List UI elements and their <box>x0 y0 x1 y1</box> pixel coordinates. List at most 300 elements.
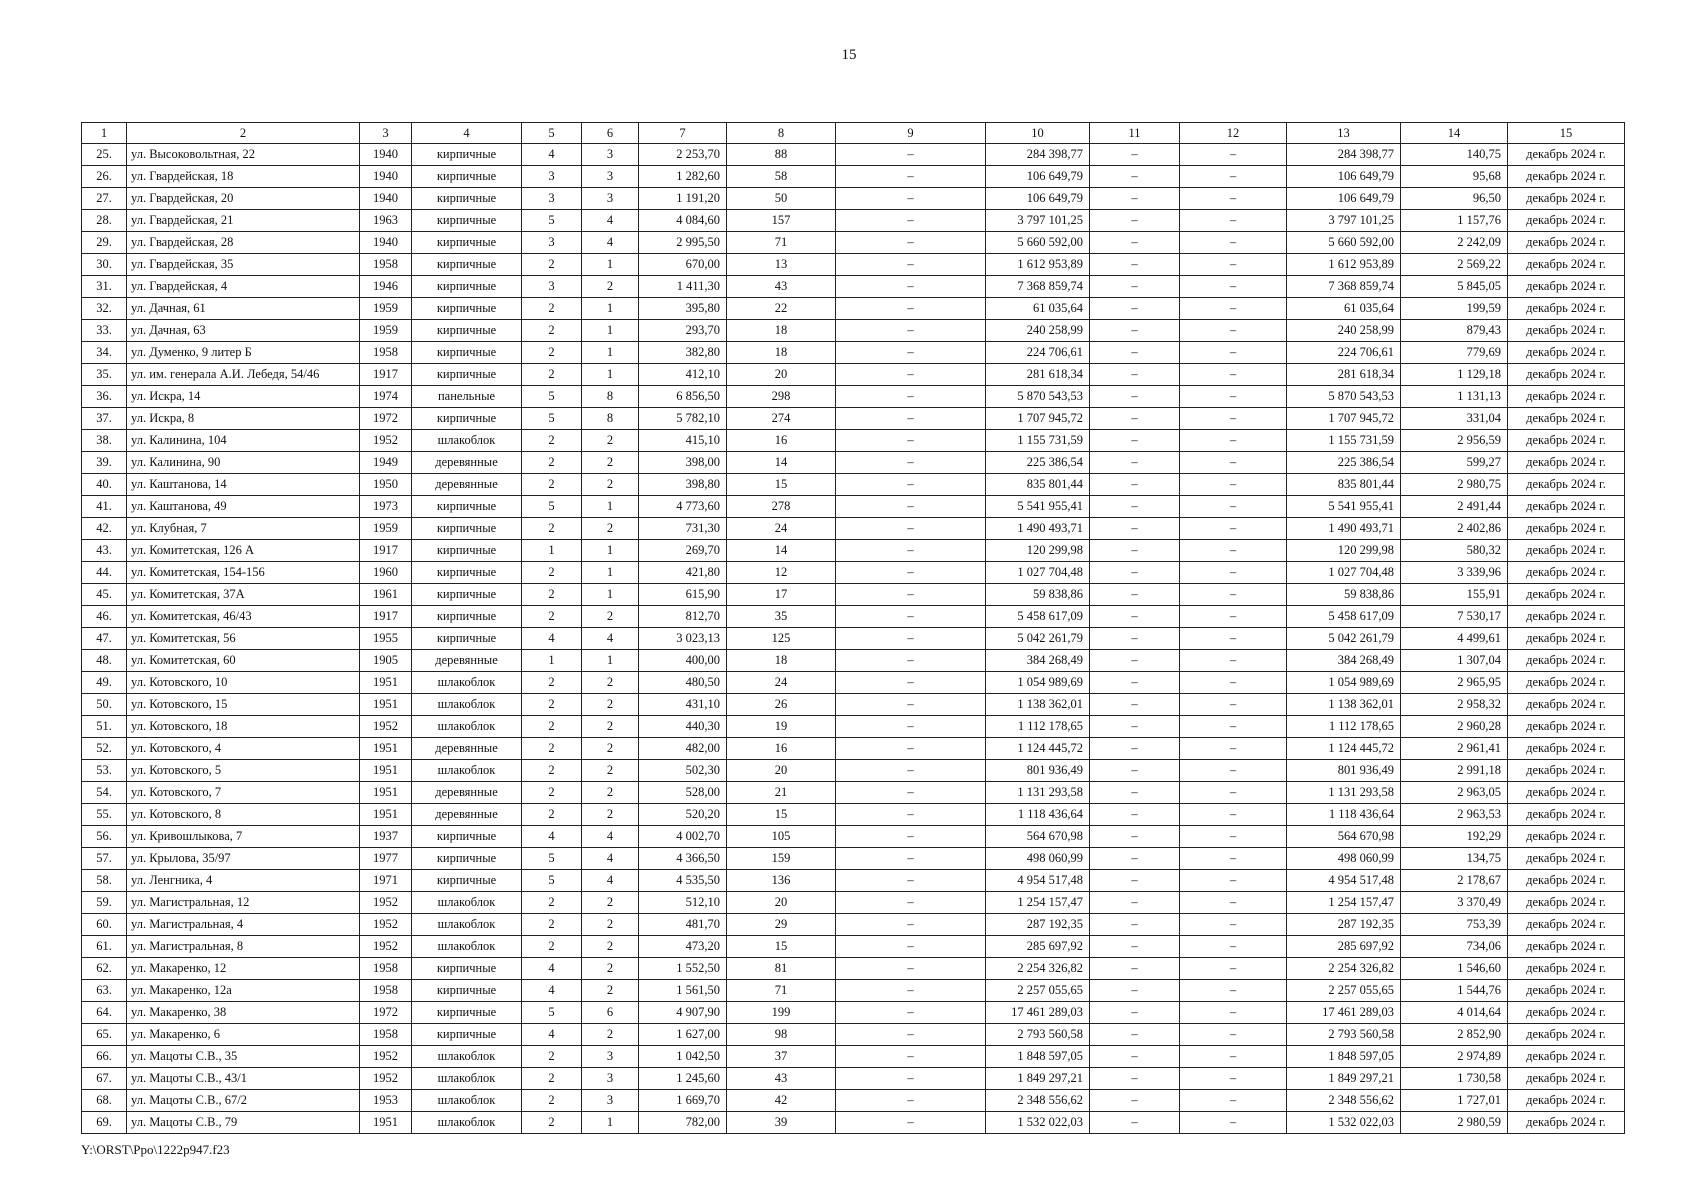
col-12-cell: – <box>1180 738 1287 760</box>
year-built-cell: 1960 <box>360 562 412 584</box>
address-cell: ул. Дачная, 63 <box>127 320 360 342</box>
cost-cell: 4 954 517,48 <box>986 870 1090 892</box>
year-built-cell: 1963 <box>360 210 412 232</box>
col-12-cell: – <box>1180 980 1287 1002</box>
table-row <box>82 1068 1625 1090</box>
year-built-cell: 1952 <box>360 716 412 738</box>
col-12-cell: – <box>1180 496 1287 518</box>
year-built-cell: 1937 <box>360 826 412 848</box>
area-cell: 4 002,70 <box>639 826 727 848</box>
residents-cell: 14 <box>727 540 836 562</box>
area-cell: 473,20 <box>639 936 727 958</box>
col-9-cell: – <box>836 452 986 474</box>
address-cell: ул. Мацоты С.В., 67/2 <box>127 1090 360 1112</box>
col-12-cell: – <box>1180 1068 1287 1090</box>
residents-cell: 71 <box>727 980 836 1002</box>
table-row <box>82 364 1625 386</box>
area-cell: 480,50 <box>639 672 727 694</box>
table-row <box>82 144 1625 166</box>
address-cell: ул. Калинина, 90 <box>127 452 360 474</box>
col-12-cell: – <box>1180 210 1287 232</box>
cost-cell: 2 254 326,82 <box>986 958 1090 980</box>
column-number-header: 4 <box>412 123 522 144</box>
area-cell: 520,20 <box>639 804 727 826</box>
row-number-cell: 49. <box>82 672 127 694</box>
col-12-cell: – <box>1180 276 1287 298</box>
floors-cell: 2 <box>522 562 582 584</box>
cost-per-unit-cell: 4 014,64 <box>1401 1002 1508 1024</box>
area-cell: 670,00 <box>639 254 727 276</box>
table-row <box>82 672 1625 694</box>
total-cost-cell: 224 706,61 <box>1287 342 1401 364</box>
address-cell: ул. Макаренко, 12а <box>127 980 360 1002</box>
col-9-cell: – <box>836 1090 986 1112</box>
cost-cell: 240 258,99 <box>986 320 1090 342</box>
year-built-cell: 1977 <box>360 848 412 870</box>
year-built-cell: 1961 <box>360 584 412 606</box>
floors-cell: 2 <box>522 892 582 914</box>
address-cell: ул. Гвардейская, 28 <box>127 232 360 254</box>
col-11-cell: – <box>1090 386 1180 408</box>
cost-per-unit-cell: 4 499,61 <box>1401 628 1508 650</box>
deadline-cell: декабрь 2024 г. <box>1508 1090 1625 1112</box>
residents-cell: 18 <box>727 342 836 364</box>
entrances-cell: 8 <box>582 408 639 430</box>
table-row <box>82 826 1625 848</box>
cost-cell: 1 490 493,71 <box>986 518 1090 540</box>
cost-cell: 1 124 445,72 <box>986 738 1090 760</box>
area-cell: 431,10 <box>639 694 727 716</box>
deadline-cell: декабрь 2024 г. <box>1508 672 1625 694</box>
cost-cell: 1 112 178,65 <box>986 716 1090 738</box>
floors-cell: 1 <box>522 540 582 562</box>
col-9-cell: – <box>836 342 986 364</box>
year-built-cell: 1952 <box>360 936 412 958</box>
cost-cell: 7 368 859,74 <box>986 276 1090 298</box>
col-12-cell: – <box>1180 1090 1287 1112</box>
table-row <box>82 1046 1625 1068</box>
cost-per-unit-cell: 155,91 <box>1401 584 1508 606</box>
entrances-cell: 6 <box>582 1002 639 1024</box>
year-built-cell: 1951 <box>360 672 412 694</box>
col-11-cell: – <box>1090 914 1180 936</box>
cost-cell: 1 848 597,05 <box>986 1046 1090 1068</box>
cost-per-unit-cell: 1 307,04 <box>1401 650 1508 672</box>
cost-cell: 498 060,99 <box>986 848 1090 870</box>
deadline-cell: декабрь 2024 г. <box>1508 980 1625 1002</box>
cost-per-unit-cell: 2 980,75 <box>1401 474 1508 496</box>
entrances-cell: 4 <box>582 870 639 892</box>
year-built-cell: 1972 <box>360 408 412 430</box>
deadline-cell: декабрь 2024 г. <box>1508 606 1625 628</box>
total-cost-cell: 1 848 597,05 <box>1287 1046 1401 1068</box>
floors-cell: 4 <box>522 628 582 650</box>
table-row <box>82 804 1625 826</box>
address-cell: ул. Комитетская, 154-156 <box>127 562 360 584</box>
table-row <box>82 1024 1625 1046</box>
deadline-cell: декабрь 2024 г. <box>1508 166 1625 188</box>
cost-per-unit-cell: 2 852,90 <box>1401 1024 1508 1046</box>
residents-cell: 136 <box>727 870 836 892</box>
table-row <box>82 936 1625 958</box>
address-cell: ул. Макаренко, 6 <box>127 1024 360 1046</box>
area-cell: 3 023,13 <box>639 628 727 650</box>
row-number-cell: 35. <box>82 364 127 386</box>
entrances-cell: 2 <box>582 980 639 1002</box>
cost-cell: 106 649,79 <box>986 166 1090 188</box>
table-row <box>82 628 1625 650</box>
row-number-cell: 28. <box>82 210 127 232</box>
floors-cell: 4 <box>522 1024 582 1046</box>
entrances-cell: 2 <box>582 1024 639 1046</box>
cost-cell: 5 458 617,09 <box>986 606 1090 628</box>
cost-cell: 1 027 704,48 <box>986 562 1090 584</box>
residents-cell: 125 <box>727 628 836 650</box>
cost-per-unit-cell: 580,32 <box>1401 540 1508 562</box>
area-cell: 5 782,10 <box>639 408 727 430</box>
cost-per-unit-cell: 5 845,05 <box>1401 276 1508 298</box>
address-cell: ул. Котовского, 18 <box>127 716 360 738</box>
column-number-header: 10 <box>986 123 1090 144</box>
address-cell: ул. Комитетская, 56 <box>127 628 360 650</box>
col-12-cell: – <box>1180 430 1287 452</box>
deadline-cell: декабрь 2024 г. <box>1508 276 1625 298</box>
deadline-cell: декабрь 2024 г. <box>1508 232 1625 254</box>
cost-cell: 801 936,49 <box>986 760 1090 782</box>
area-cell: 512,10 <box>639 892 727 914</box>
address-cell: ул. Мацоты С.В., 43/1 <box>127 1068 360 1090</box>
address-cell: ул. Комитетская, 37А <box>127 584 360 606</box>
residents-cell: 43 <box>727 1068 836 1090</box>
year-built-cell: 1946 <box>360 276 412 298</box>
row-number-cell: 59. <box>82 892 127 914</box>
deadline-cell: декабрь 2024 г. <box>1508 386 1625 408</box>
residents-cell: 157 <box>727 210 836 232</box>
cost-per-unit-cell: 2 956,59 <box>1401 430 1508 452</box>
deadline-cell: декабрь 2024 г. <box>1508 320 1625 342</box>
deadline-cell: декабрь 2024 г. <box>1508 452 1625 474</box>
floors-cell: 2 <box>522 518 582 540</box>
col-12-cell: – <box>1180 848 1287 870</box>
col-9-cell: – <box>836 914 986 936</box>
column-number-header: 1 <box>82 123 127 144</box>
footer-file-path: Y:\ORST\Ppo\1222p947.f23 <box>81 1142 230 1157</box>
col-9-cell: – <box>836 958 986 980</box>
floors-cell: 3 <box>522 188 582 210</box>
residents-cell: 15 <box>727 936 836 958</box>
entrances-cell: 2 <box>582 936 639 958</box>
area-cell: 482,00 <box>639 738 727 760</box>
entrances-cell: 2 <box>582 804 639 826</box>
address-cell: ул. Искра, 8 <box>127 408 360 430</box>
total-cost-cell: 284 398,77 <box>1287 144 1401 166</box>
col-12-cell: – <box>1180 892 1287 914</box>
cost-cell: 61 035,64 <box>986 298 1090 320</box>
cost-cell: 2 257 055,65 <box>986 980 1090 1002</box>
deadline-cell: декабрь 2024 г. <box>1508 298 1625 320</box>
wall-material-cell: шлакоблок <box>412 1090 522 1112</box>
address-cell: ул. Котовского, 4 <box>127 738 360 760</box>
area-cell: 1 552,50 <box>639 958 727 980</box>
area-cell: 731,30 <box>639 518 727 540</box>
cost-cell: 106 649,79 <box>986 188 1090 210</box>
total-cost-cell: 106 649,79 <box>1287 188 1401 210</box>
wall-material-cell: деревянные <box>412 650 522 672</box>
col-9-cell: – <box>836 782 986 804</box>
col-11-cell: – <box>1090 936 1180 958</box>
address-cell: ул. Комитетская, 46/43 <box>127 606 360 628</box>
entrances-cell: 8 <box>582 386 639 408</box>
deadline-cell: декабрь 2024 г. <box>1508 496 1625 518</box>
area-cell: 293,70 <box>639 320 727 342</box>
wall-material-cell: кирпичные <box>412 980 522 1002</box>
total-cost-cell: 5 660 592,00 <box>1287 232 1401 254</box>
col-12-cell: – <box>1180 144 1287 166</box>
floors-cell: 3 <box>522 232 582 254</box>
address-cell: ул. Котовского, 15 <box>127 694 360 716</box>
entrances-cell: 1 <box>582 342 639 364</box>
col-11-cell: – <box>1090 452 1180 474</box>
area-cell: 6 856,50 <box>639 386 727 408</box>
year-built-cell: 1951 <box>360 1112 412 1134</box>
wall-material-cell: шлакоблок <box>412 760 522 782</box>
table-row <box>82 958 1625 980</box>
entrances-cell: 3 <box>582 1090 639 1112</box>
deadline-cell: декабрь 2024 г. <box>1508 848 1625 870</box>
wall-material-cell: кирпичные <box>412 276 522 298</box>
row-number-cell: 40. <box>82 474 127 496</box>
total-cost-cell: 1 707 945,72 <box>1287 408 1401 430</box>
deadline-cell: декабрь 2024 г. <box>1508 892 1625 914</box>
col-12-cell: – <box>1180 584 1287 606</box>
table-row <box>82 1002 1625 1024</box>
col-12-cell: – <box>1180 804 1287 826</box>
col-9-cell: – <box>836 276 986 298</box>
cost-cell: 564 670,98 <box>986 826 1090 848</box>
row-number-cell: 47. <box>82 628 127 650</box>
residents-cell: 50 <box>727 188 836 210</box>
table-row <box>82 694 1625 716</box>
col-9-cell: – <box>836 254 986 276</box>
year-built-cell: 1958 <box>360 342 412 364</box>
entrances-cell: 2 <box>582 276 639 298</box>
floors-cell: 5 <box>522 870 582 892</box>
wall-material-cell: шлакоблок <box>412 936 522 958</box>
col-12-cell: – <box>1180 364 1287 386</box>
row-number-cell: 60. <box>82 914 127 936</box>
cost-cell: 2 348 556,62 <box>986 1090 1090 1112</box>
address-cell: ул. Думенко, 9 литер Б <box>127 342 360 364</box>
column-number-header: 2 <box>127 123 360 144</box>
row-number-cell: 37. <box>82 408 127 430</box>
cost-cell: 2 793 560,58 <box>986 1024 1090 1046</box>
entrances-cell: 4 <box>582 826 639 848</box>
row-number-cell: 67. <box>82 1068 127 1090</box>
deadline-cell: декабрь 2024 г. <box>1508 650 1625 672</box>
wall-material-cell: кирпичные <box>412 848 522 870</box>
row-number-cell: 50. <box>82 694 127 716</box>
deadline-cell: декабрь 2024 г. <box>1508 584 1625 606</box>
address-cell: ул. Магистральная, 8 <box>127 936 360 958</box>
col-12-cell: – <box>1180 672 1287 694</box>
year-built-cell: 1949 <box>360 452 412 474</box>
entrances-cell: 1 <box>582 540 639 562</box>
cost-cell: 1 131 293,58 <box>986 782 1090 804</box>
column-number-row <box>82 123 1625 144</box>
total-cost-cell: 2 254 326,82 <box>1287 958 1401 980</box>
cost-per-unit-cell: 1 544,76 <box>1401 980 1508 1002</box>
area-cell: 1 411,30 <box>639 276 727 298</box>
total-cost-cell: 1 118 436,64 <box>1287 804 1401 826</box>
row-number-cell: 44. <box>82 562 127 584</box>
table-row <box>82 386 1625 408</box>
floors-cell: 2 <box>522 254 582 276</box>
cost-cell: 384 268,49 <box>986 650 1090 672</box>
total-cost-cell: 1 054 989,69 <box>1287 672 1401 694</box>
year-built-cell: 1955 <box>360 628 412 650</box>
col-11-cell: – <box>1090 958 1180 980</box>
year-built-cell: 1917 <box>360 540 412 562</box>
total-cost-cell: 287 192,35 <box>1287 914 1401 936</box>
wall-material-cell: кирпичные <box>412 232 522 254</box>
year-built-cell: 1952 <box>360 1046 412 1068</box>
area-cell: 269,70 <box>639 540 727 562</box>
deadline-cell: декабрь 2024 г. <box>1508 826 1625 848</box>
col-12-cell: – <box>1180 914 1287 936</box>
cost-per-unit-cell: 2 963,05 <box>1401 782 1508 804</box>
cost-cell: 1 054 989,69 <box>986 672 1090 694</box>
entrances-cell: 1 <box>582 364 639 386</box>
floors-cell: 4 <box>522 958 582 980</box>
row-number-cell: 25. <box>82 144 127 166</box>
col-11-cell: – <box>1090 1112 1180 1134</box>
deadline-cell: декабрь 2024 г. <box>1508 738 1625 760</box>
total-cost-cell: 2 257 055,65 <box>1287 980 1401 1002</box>
year-built-cell: 1953 <box>360 1090 412 1112</box>
table-row <box>82 650 1625 672</box>
row-number-cell: 39. <box>82 452 127 474</box>
floors-cell: 2 <box>522 1090 582 1112</box>
floors-cell: 5 <box>522 210 582 232</box>
col-11-cell: – <box>1090 518 1180 540</box>
table-row <box>82 320 1625 342</box>
col-12-cell: – <box>1180 936 1287 958</box>
row-number-cell: 42. <box>82 518 127 540</box>
col-11-cell: – <box>1090 1024 1180 1046</box>
total-cost-cell: 61 035,64 <box>1287 298 1401 320</box>
col-12-cell: – <box>1180 1112 1287 1134</box>
table-row <box>82 760 1625 782</box>
entrances-cell: 3 <box>582 144 639 166</box>
cost-per-unit-cell: 2 980,59 <box>1401 1112 1508 1134</box>
col-11-cell: – <box>1090 562 1180 584</box>
address-cell: ул. Ленгника, 4 <box>127 870 360 892</box>
col-9-cell: – <box>836 298 986 320</box>
col-12-cell: – <box>1180 958 1287 980</box>
wall-material-cell: шлакоблок <box>412 672 522 694</box>
total-cost-cell: 835 801,44 <box>1287 474 1401 496</box>
table-row <box>82 408 1625 430</box>
residents-cell: 98 <box>727 1024 836 1046</box>
total-cost-cell: 1 490 493,71 <box>1287 518 1401 540</box>
area-cell: 1 282,60 <box>639 166 727 188</box>
row-number-cell: 43. <box>82 540 127 562</box>
floors-cell: 2 <box>522 936 582 958</box>
col-9-cell: – <box>836 892 986 914</box>
cost-cell: 59 838,86 <box>986 584 1090 606</box>
address-cell: ул. Гвардейская, 4 <box>127 276 360 298</box>
entrances-cell: 2 <box>582 694 639 716</box>
col-11-cell: – <box>1090 782 1180 804</box>
cost-cell: 287 192,35 <box>986 914 1090 936</box>
row-number-cell: 36. <box>82 386 127 408</box>
entrances-cell: 2 <box>582 892 639 914</box>
row-number-cell: 31. <box>82 276 127 298</box>
col-9-cell: – <box>836 980 986 1002</box>
floors-cell: 3 <box>522 276 582 298</box>
total-cost-cell: 384 268,49 <box>1287 650 1401 672</box>
floors-cell: 2 <box>522 804 582 826</box>
table-row <box>82 430 1625 452</box>
entrances-cell: 4 <box>582 628 639 650</box>
deadline-cell: декабрь 2024 г. <box>1508 870 1625 892</box>
residents-cell: 18 <box>727 320 836 342</box>
column-number-header: 7 <box>639 123 727 144</box>
address-cell: ул. Каштанова, 49 <box>127 496 360 518</box>
col-11-cell: – <box>1090 1068 1180 1090</box>
residents-cell: 39 <box>727 1112 836 1134</box>
total-cost-cell: 106 649,79 <box>1287 166 1401 188</box>
address-cell: ул. Комитетская, 60 <box>127 650 360 672</box>
row-number-cell: 68. <box>82 1090 127 1112</box>
cost-per-unit-cell: 779,69 <box>1401 342 1508 364</box>
table-row <box>82 166 1625 188</box>
floors-cell: 3 <box>522 166 582 188</box>
col-11-cell: – <box>1090 364 1180 386</box>
table-row <box>82 1112 1625 1134</box>
row-number-cell: 32. <box>82 298 127 320</box>
table-row <box>82 210 1625 232</box>
cost-per-unit-cell: 7 530,17 <box>1401 606 1508 628</box>
floors-cell: 2 <box>522 342 582 364</box>
address-cell: ул. Котовского, 8 <box>127 804 360 826</box>
col-9-cell: – <box>836 1024 986 1046</box>
wall-material-cell: деревянные <box>412 804 522 826</box>
year-built-cell: 1959 <box>360 518 412 540</box>
total-cost-cell: 225 386,54 <box>1287 452 1401 474</box>
row-number-cell: 69. <box>82 1112 127 1134</box>
residents-cell: 16 <box>727 738 836 760</box>
col-9-cell: – <box>836 936 986 958</box>
deadline-cell: декабрь 2024 г. <box>1508 562 1625 584</box>
total-cost-cell: 5 870 543,53 <box>1287 386 1401 408</box>
area-cell: 4 535,50 <box>639 870 727 892</box>
year-built-cell: 1974 <box>360 386 412 408</box>
deadline-cell: декабрь 2024 г. <box>1508 1046 1625 1068</box>
col-9-cell: – <box>836 650 986 672</box>
col-12-cell: – <box>1180 342 1287 364</box>
floors-cell: 1 <box>522 650 582 672</box>
wall-material-cell: кирпичные <box>412 870 522 892</box>
row-number-cell: 57. <box>82 848 127 870</box>
col-9-cell: – <box>836 584 986 606</box>
col-12-cell: – <box>1180 540 1287 562</box>
area-cell: 440,30 <box>639 716 727 738</box>
floors-cell: 2 <box>522 364 582 386</box>
row-number-cell: 30. <box>82 254 127 276</box>
residents-cell: 22 <box>727 298 836 320</box>
row-number-cell: 63. <box>82 980 127 1002</box>
